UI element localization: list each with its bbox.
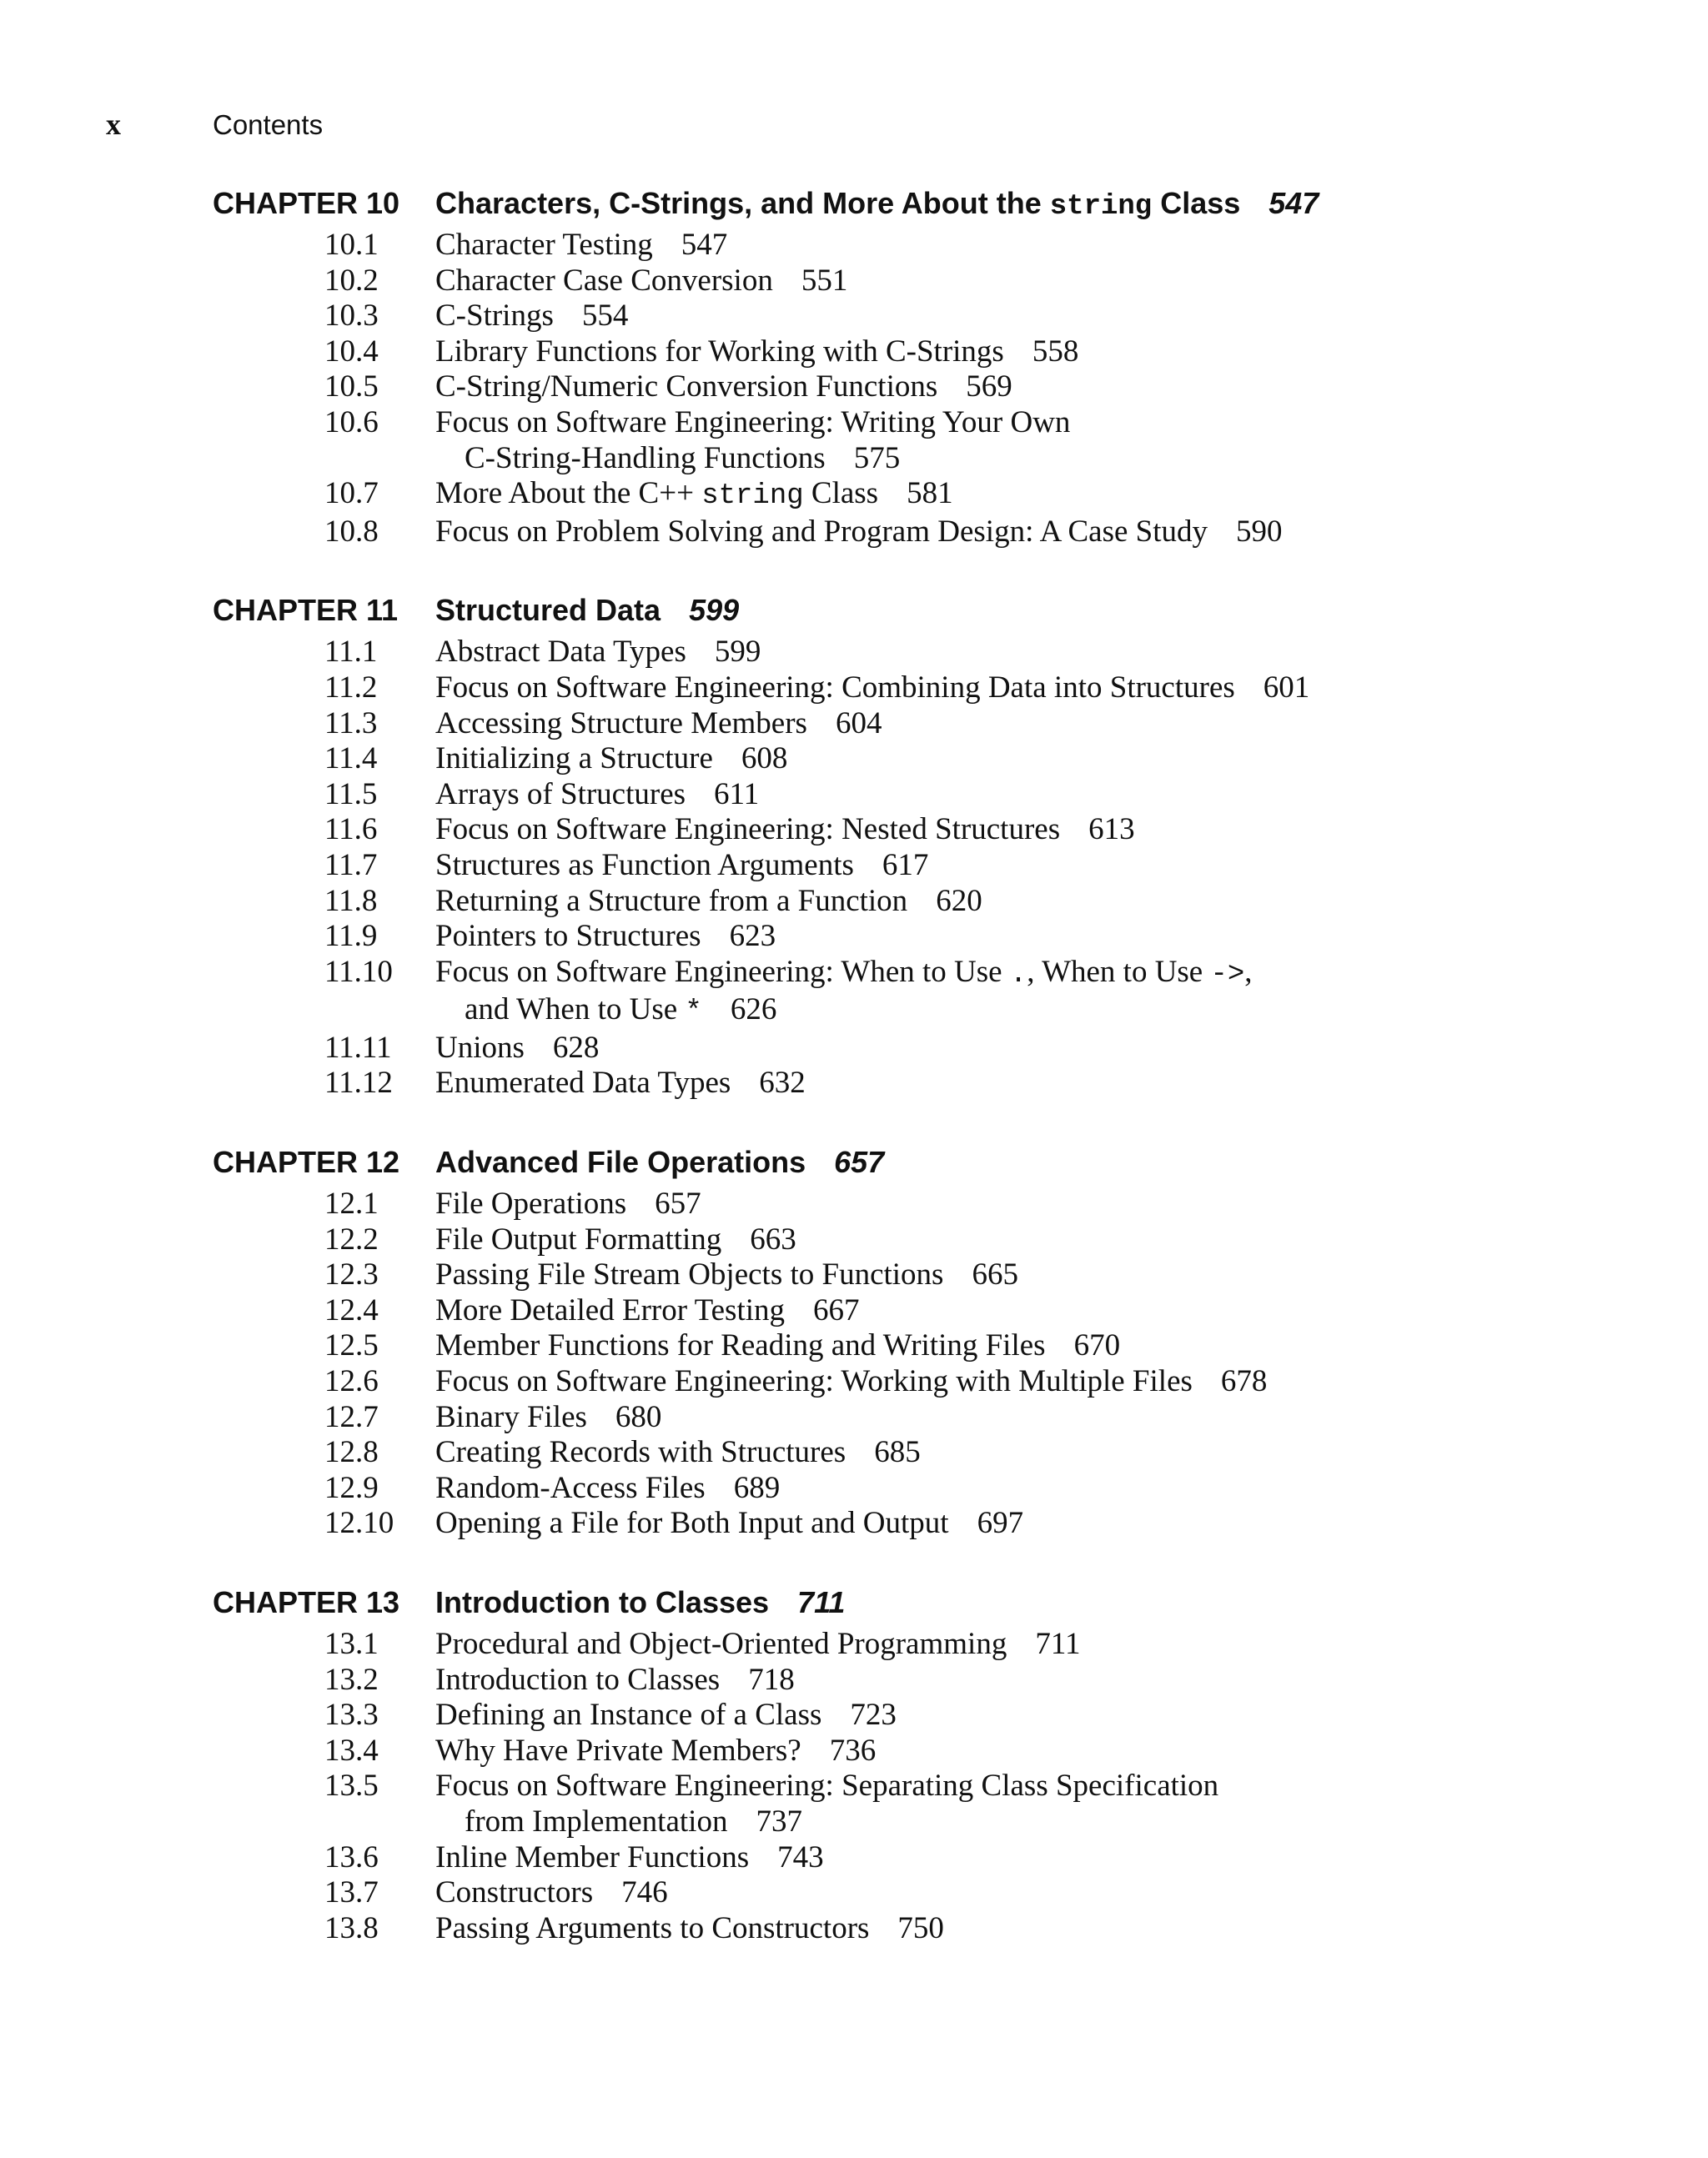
section-body [435,476,1680,514]
section-number: 11.3 [324,705,378,740]
toc-entry[interactable] [213,848,1680,884]
chapter-label: CHAPTER 10 [213,186,400,220]
section-page-number: 620 [936,883,982,918]
table-of-contents [213,179,1680,1983]
section-number: 12.3 [324,1257,379,1292]
toc-entry[interactable] [213,919,1680,955]
section-body [435,1875,1680,1911]
section-title-code: -> [1210,958,1245,991]
section-body [435,919,1680,955]
section-number: 12.7 [324,1399,379,1434]
toc-entry[interactable] [213,1031,1680,1066]
toc-entry[interactable] [213,1840,1680,1876]
section-page-number: 737 [756,1804,802,1839]
section-title: Enumerated Data Types [435,1066,731,1101]
chapter-page-number: 599 [689,593,740,628]
section-page-number: 554 [581,299,629,334]
section-page-number: 665 [972,1257,1018,1292]
section-title-text: from Implementation [465,1804,728,1839]
chapter-heading[interactable] [213,586,1680,635]
toc-entry[interactable] [213,1257,1680,1293]
toc-entry[interactable] [213,1506,1680,1542]
toc-entry[interactable] [213,1734,1680,1769]
section-title: File Output Formatting [435,1222,722,1257]
section-number: 10.5 [324,369,379,404]
section-title [435,476,879,513]
section-title: Member Functions for Reading and Writing Files [435,1328,1046,1363]
section-body [435,1328,1680,1364]
section-body [435,1769,1680,1839]
chapter-title-code: string [1049,191,1153,223]
section-title-text: C-String-Handling Functions [465,440,826,475]
section-title: Why Have Private Members? [435,1733,801,1768]
section-page-number: 667 [813,1292,860,1327]
section-body [435,1364,1680,1400]
section-body [435,1911,1680,1947]
chapter-heading[interactable] [213,179,1680,228]
section-page-number: 680 [615,1399,662,1434]
section-number: 12.4 [324,1292,379,1327]
section-page-number: 551 [801,263,848,298]
section-number: 11.10 [324,954,393,989]
section-page-number: 604 [835,705,882,740]
section-body [435,1506,1680,1542]
toc-entry[interactable] [213,476,1680,514]
section-page-number: 575 [853,440,901,475]
toc-entry[interactable] [213,670,1680,706]
section-number: 13.4 [324,1733,379,1768]
section-page-number: 608 [741,741,788,776]
section-title-continuation [435,441,1680,477]
chapter-page-number: 711 [797,1585,846,1619]
section-title: Arrays of Structures [435,776,686,811]
section-number: 13.3 [324,1698,379,1733]
section-body [435,706,1680,742]
section-body [435,1066,1680,1102]
section-title: File Operations [435,1187,627,1222]
section-body [435,670,1680,706]
section-title: Library Functions for Working with C-Strings [435,334,1004,369]
section-number: 10.1 [324,228,379,262]
section-body [435,1435,1680,1471]
chapter-heading[interactable] [213,1578,1680,1627]
section-body [435,334,1680,370]
section-title: Opening a File for Both Input and Output [435,1506,949,1541]
section-body [435,514,1680,550]
section-title: Defining an Instance of a Class [435,1698,822,1733]
running-head-title: Contents [213,109,324,140]
section-title-text: and When to Use [465,992,686,1027]
section-number: 11.9 [324,919,378,954]
chapter-title: Structured Data [435,593,661,628]
section-body [435,1471,1680,1507]
section-number: 11.6 [324,812,378,847]
toc-entry[interactable] [213,1698,1680,1734]
section-number: 13.1 [324,1627,379,1661]
section-page-number: 613 [1088,812,1135,847]
section-page-number: 601 [1263,670,1310,705]
section-title: Returning a Structure from a Function [435,883,908,918]
section-number: 11.12 [324,1066,393,1101]
section-page-number: 558 [1032,334,1079,369]
section-body [435,228,1680,263]
chapter-title [435,179,1240,231]
section-number: 12.6 [324,1364,379,1399]
section-title: Character Testing [435,228,653,262]
section-number: 13.5 [324,1769,379,1804]
section-number: 11.4 [324,741,378,776]
section-body [435,405,1680,476]
section-number: 12.2 [324,1222,379,1257]
toc-entry[interactable] [213,1328,1680,1364]
section-title: Constructors [435,1875,594,1910]
section-page-number: 697 [977,1506,1024,1541]
section-title: Structures as Function Arguments [435,847,854,882]
chapter-page-number: 547 [1268,186,1319,220]
section-title-text: More About the C++ [435,476,702,511]
section-title: Focus on Software Engineering: Separating Class Specification [435,1769,1219,1804]
section-number: 11.2 [324,670,378,705]
toc-entry[interactable] [213,1187,1680,1222]
section-body [435,1222,1680,1258]
section-page-number: 743 [777,1839,824,1874]
toc-entry[interactable] [213,405,1680,476]
section-body [435,1257,1680,1293]
chapter-block [213,1138,1680,1542]
section-number: 11.11 [324,1030,392,1065]
section-title: C-String/Numeric Conversion Functions [435,369,938,404]
section-number: 10.3 [324,299,379,334]
section-title-continuation [435,1804,1680,1840]
section-body [435,1400,1680,1436]
chapter-heading[interactable] [213,1138,1680,1187]
section-body [435,1734,1680,1769]
section-page-number: 718 [748,1662,795,1697]
section-page-number: 623 [729,919,776,954]
section-page-number: 611 [714,776,760,811]
chapter-title-text: Class [1152,186,1241,220]
section-title: Passing File Stream Objects to Functions [435,1257,944,1292]
section-page-number: 657 [655,1187,701,1222]
section-title: Accessing Structure Members [435,705,807,740]
section-body [435,263,1680,299]
section-body [435,777,1680,813]
toc-entry[interactable] [213,1400,1680,1436]
section-page-number: 746 [621,1875,668,1910]
section-page-number: 685 [874,1435,921,1470]
section-title-continuation [435,992,1680,1031]
section-page-number: 736 [829,1733,877,1768]
section-number: 11.8 [324,883,378,918]
toc-entry[interactable] [213,1663,1680,1699]
toc-entry[interactable] [213,263,1680,299]
section-title: Inline Member Functions [435,1839,750,1874]
section-title-code: string [701,480,804,513]
section-title: More Detailed Error Testing [435,1292,786,1327]
section-title-code: . [1009,958,1027,991]
section-page-number: 626 [730,992,777,1027]
section-number: 12.10 [324,1506,394,1541]
section-body [435,1293,1680,1329]
chapter-block [213,1578,1680,1946]
section-number: 12.5 [324,1328,379,1363]
toc-entry[interactable] [213,1293,1680,1329]
toc-entry[interactable] [213,228,1680,263]
section-title: Focus on Problem Solving and Program Design: A Case Study [435,514,1208,549]
section-body [435,369,1680,405]
toc-entry[interactable] [213,955,1680,1031]
section-number: 13.2 [324,1662,379,1697]
section-page-number: 723 [850,1698,897,1733]
section-page-number: 750 [897,1910,944,1945]
section-number: 13.6 [324,1839,379,1874]
chapter-title-text: Characters, C-Strings, and More About the [435,186,1050,220]
section-body [435,1698,1680,1734]
section-page-number: 581 [907,476,953,511]
section-body [435,1663,1680,1699]
section-title: Procedural and Object-Oriented Programming [435,1627,1007,1661]
section-number: 10.6 [324,404,379,439]
toc-entry[interactable] [213,884,1680,920]
section-number: 11.1 [324,635,378,670]
section-title: Focus on Software Engineering: Writing Your Own [435,404,1071,439]
section-body [435,955,1680,1031]
section-title: Initializing a Structure [435,741,713,776]
section-title-text: Focus on Software Engineering: When to Use [435,954,1010,989]
chapter-label: CHAPTER 11 [213,593,399,628]
section-page-number: 678 [1220,1364,1268,1399]
toc-entry[interactable] [213,777,1680,813]
toc-entry[interactable] [213,369,1680,405]
section-page-number: 632 [759,1066,806,1101]
section-number: 10.4 [324,334,379,369]
section-title: Binary Files [435,1399,587,1434]
section-body [435,1627,1680,1663]
section-number: 12.8 [324,1435,379,1470]
page-folio: x [106,108,121,141]
section-title: Unions [435,1030,525,1065]
toc-entry[interactable] [213,1066,1680,1102]
toc-entry[interactable] [213,635,1680,670]
chapter-block [213,179,1680,550]
section-title: Focus on Software Engineering: Working with Multiple Files [435,1364,1193,1399]
section-page-number: 670 [1073,1328,1121,1363]
toc-entry[interactable] [213,1435,1680,1471]
section-body [435,635,1680,670]
section-body [435,741,1680,777]
section-body [435,1840,1680,1876]
section-title: Creating Records with Structures [435,1435,846,1470]
chapter-label: CHAPTER 12 [213,1145,400,1180]
toc-entry[interactable] [213,334,1680,370]
running-head [106,107,323,142]
toc-entry[interactable] [213,1222,1680,1258]
section-number: 10.7 [324,476,379,511]
section-page-number: 663 [750,1222,796,1257]
chapter-title: Introduction to Classes [435,1585,770,1619]
section-title-text: Class [803,476,879,511]
toc-entry[interactable] [213,514,1680,550]
section-title: Focus on Software Engineering: Nested Structures [435,812,1061,847]
chapter-page-number: 657 [834,1145,885,1180]
toc-entry[interactable] [213,706,1680,742]
toc-entry[interactable] [213,1769,1680,1839]
section-title-code: * [685,996,702,1029]
section-number: 13.7 [324,1875,379,1910]
section-title: Random-Access Files [435,1470,706,1505]
section-number: 10.8 [324,514,379,549]
section-number: 10.2 [324,263,379,298]
section-body [435,848,1680,884]
section-number: 11.7 [324,847,378,882]
section-page-number: 711 [1035,1627,1081,1661]
toc-entry[interactable] [213,1471,1680,1507]
toc-entry[interactable] [213,1875,1680,1911]
section-page-number: 689 [733,1470,781,1505]
toc-entry[interactable] [213,1627,1680,1663]
section-page-number: 590 [1236,514,1283,549]
section-page-number: 547 [681,228,728,262]
section-number: 13.8 [324,1910,379,1945]
section-number: 12.1 [324,1187,379,1222]
section-title-text: , [1244,954,1253,989]
section-page-number: 599 [714,635,761,670]
section-number: 12.9 [324,1470,379,1505]
section-number: 11.5 [324,776,378,811]
toc-entry[interactable] [213,299,1680,334]
section-title: Passing Arguments to Constructors [435,1910,870,1945]
toc-entry[interactable] [213,741,1680,777]
section-page-number: 617 [882,847,929,882]
section-title: Focus on Software Engineering: Combining Data into Structures [435,670,1235,705]
section-page-number: 628 [552,1030,600,1065]
section-body [435,1031,1680,1066]
section-page-number: 569 [966,369,1012,404]
toc-entry[interactable] [213,1911,1680,1947]
section-body [435,884,1680,920]
section-title: Pointers to Structures [435,919,701,954]
section-body [435,299,1680,334]
section-title: Character Case Conversion [435,263,773,298]
toc-entry[interactable] [213,1364,1680,1400]
chapter-title: Advanced File Operations [435,1145,806,1180]
toc-entry[interactable] [213,812,1680,848]
chapter-block [213,586,1680,1102]
section-title: C-Strings [435,299,554,334]
section-body [435,1187,1680,1222]
chapter-label: CHAPTER 13 [213,1585,400,1619]
section-title: Abstract Data Types [435,635,686,670]
section-title: Introduction to Classes [435,1662,721,1697]
section-body [435,812,1680,848]
section-title-text: , When to Use [1027,954,1211,989]
section-title [435,955,1253,989]
